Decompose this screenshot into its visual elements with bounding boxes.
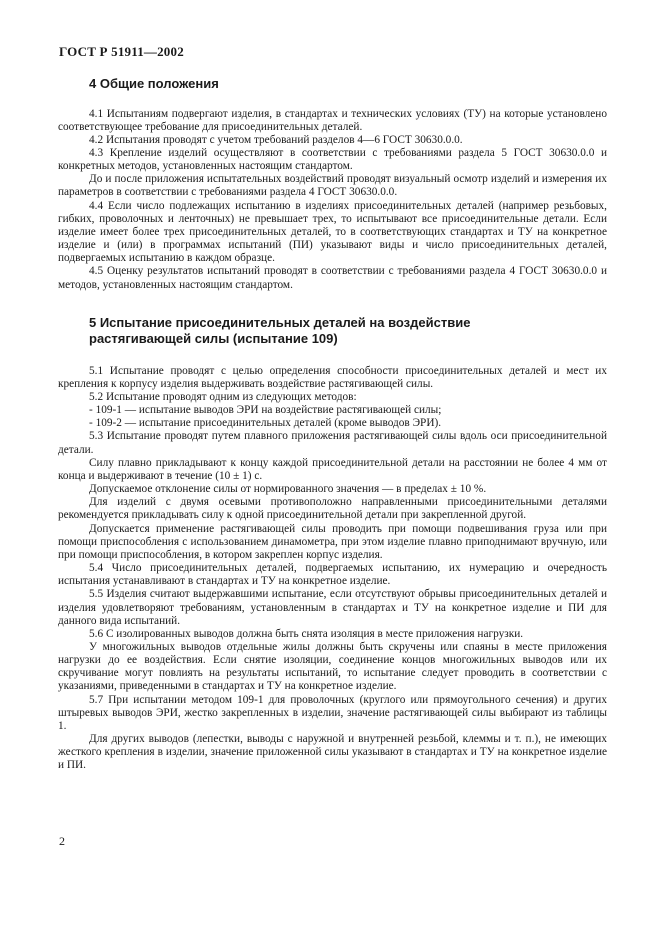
paragraph-5-6-stranded: У многожильных выводов отдельные жилы должны быть скручены или спаяны в месте приложения нагрузки до ее воздействия. Если снятие изоляции, соединение концов многожильных выводов или их скручивание могут повлиять на результаты испытаний, то испытание следует проводить в соответствии с указаниями, приведенными в стандартах и ТУ на конкретное изделие. <box>58 640 607 693</box>
paragraph-4-2: 4.2 Испытания проводят с учетом требований разделов 4—6 ГОСТ 30630.0.0. <box>89 133 463 146</box>
paragraph-5-4: 5.4 Число присоединительных деталей, подвергаемых испытанию, их нумерацию и очередность испытания устанавливают в стандартах и ТУ на конкретное изделие. <box>58 562 607 588</box>
page-number: 2 <box>59 834 65 848</box>
page-content <box>58 76 607 773</box>
method-item-109-2: - 109-2 — испытание присоединительных деталей (кроме выводов ЭРИ). <box>89 417 442 430</box>
paragraph-4-3: 4.3 Крепление изделий осуществляют в соответствии с требованиями раздела 5 ГОСТ 30630.0.0 и конкретных методов, установленных настоящим стандартом. <box>58 146 607 173</box>
paragraph-5-2: 5.2 Испытание проводят одним из следующих методов: <box>89 391 357 403</box>
section-5-title-line1: 5 Испытание присоединительных деталей на воздействие <box>89 314 471 330</box>
section-5-title <box>58 315 607 348</box>
paragraph-5-7-other: Для других выводов (лепестки, выводы с наружной и внутренней резьбой, клеммы и т. п.), не имеющих жесткого крепления в изделии, значение приложенной силы указывают в стандартах и ТУ на конкретное изделие и ПИ. <box>58 733 607 772</box>
section-5-title-line2: растягивающей силы (испытание 109) <box>89 331 338 347</box>
paragraph-4-3-cont: До и после приложения испытательных воздействий проводят визуальный осмотр изделий и измерения их параметров в соответствии с требованиями раздела 4 ГОСТ 30630.0.0. <box>58 173 607 199</box>
paragraph-5-3-axial: Для изделий с двумя осевыми противоположно направленными присоединительными деталями рекомендуется прикладывать силу к одной присоединительной детали при закрепленной другой. <box>58 496 607 522</box>
paragraph-4-4: 4.4 Если число подлежащих испытанию в изделиях присоединительных деталей (например резьбовых, гибких, проволочных и ленточных) не превышает трех, то испытывают все присоединительные детали. Если изделие имеет более трех присоединительных деталей, то в соответствующих стандартах и ТУ на конкретное изделие и (или) в программах испытаний (ПИ) указывают виды и число присоединительных деталей, подвергаемых испытанию в каждом образце. <box>58 199 607 265</box>
paragraph-5-5: 5.5 Изделия считают выдержавшими испытание, если отсутствуют обрывы присоединительных деталей и изделия удовлетворяют требованиям, установленным в стандартах и ТУ на конкретное изделие и ПИ для данного вида испытаний. <box>58 588 607 627</box>
paragraph-5-1: 5.1 Испытание проводят с целью определения способности присоединительных деталей и мест их крепления к корпусу изделия выдерживать воздействие растягивающей силы. <box>58 364 607 390</box>
paragraph-5-6: 5.6 С изолированных выводов должна быть снята изоляция в месте приложения нагрузки. <box>89 627 524 640</box>
paragraph-5-3-tolerance: Допускаемое отклонение силы от нормированного значения — в пределах ± 10 %. <box>89 483 487 496</box>
paragraph-5-7: 5.7 При испытании методом 109-1 для проволочных (круглого или прямоугольного сечения) и других штыревых выводов ЭРИ, жестко закрепленных в изделии, значение растягивающей силы выбирают из таблицы 1. <box>58 693 607 732</box>
paragraph-4-5: 4.5 Оценку результатов испытаний проводят в соответствии с требованиями раздела 4 ГОСТ 30630.0.0 и методов, установленных настоящим стандартом. <box>58 265 607 291</box>
section-4-title: 4 Общие положения <box>89 76 219 91</box>
paragraph-5-3-force: Силу плавно прикладывают к концу каждой присоединительной детали на расстоянии не более 4 мм от конца и выдерживают в течение (10 ± 1) с. <box>58 456 607 482</box>
document-code: ГОСТ Р 51911—2002 <box>59 44 184 59</box>
paragraph-5-3: 5.3 Испытание проводят путем плавного приложения растягивающей силы вдоль оси присоединительной детали. <box>58 430 607 456</box>
paragraph-4-1: 4.1 Испытаниям подвергают изделия, в стандартах и технических условиях (ТУ) на которые установлено соответствующее требование для присоединительных деталей. <box>58 107 607 133</box>
method-item-109-1: - 109-1 — испытание выводов ЭРИ на воздействие растягивающей силы; <box>89 404 442 417</box>
paragraph-5-3-load: Допускается применение растягивающей силы проводить при помощи подвешивания груза или при помощи приспособления с использованием динамометра, при этом изделие плавно приподнимают вручную, или при помощи приспособления, в котором закреплен корпус изделия. <box>58 522 607 561</box>
